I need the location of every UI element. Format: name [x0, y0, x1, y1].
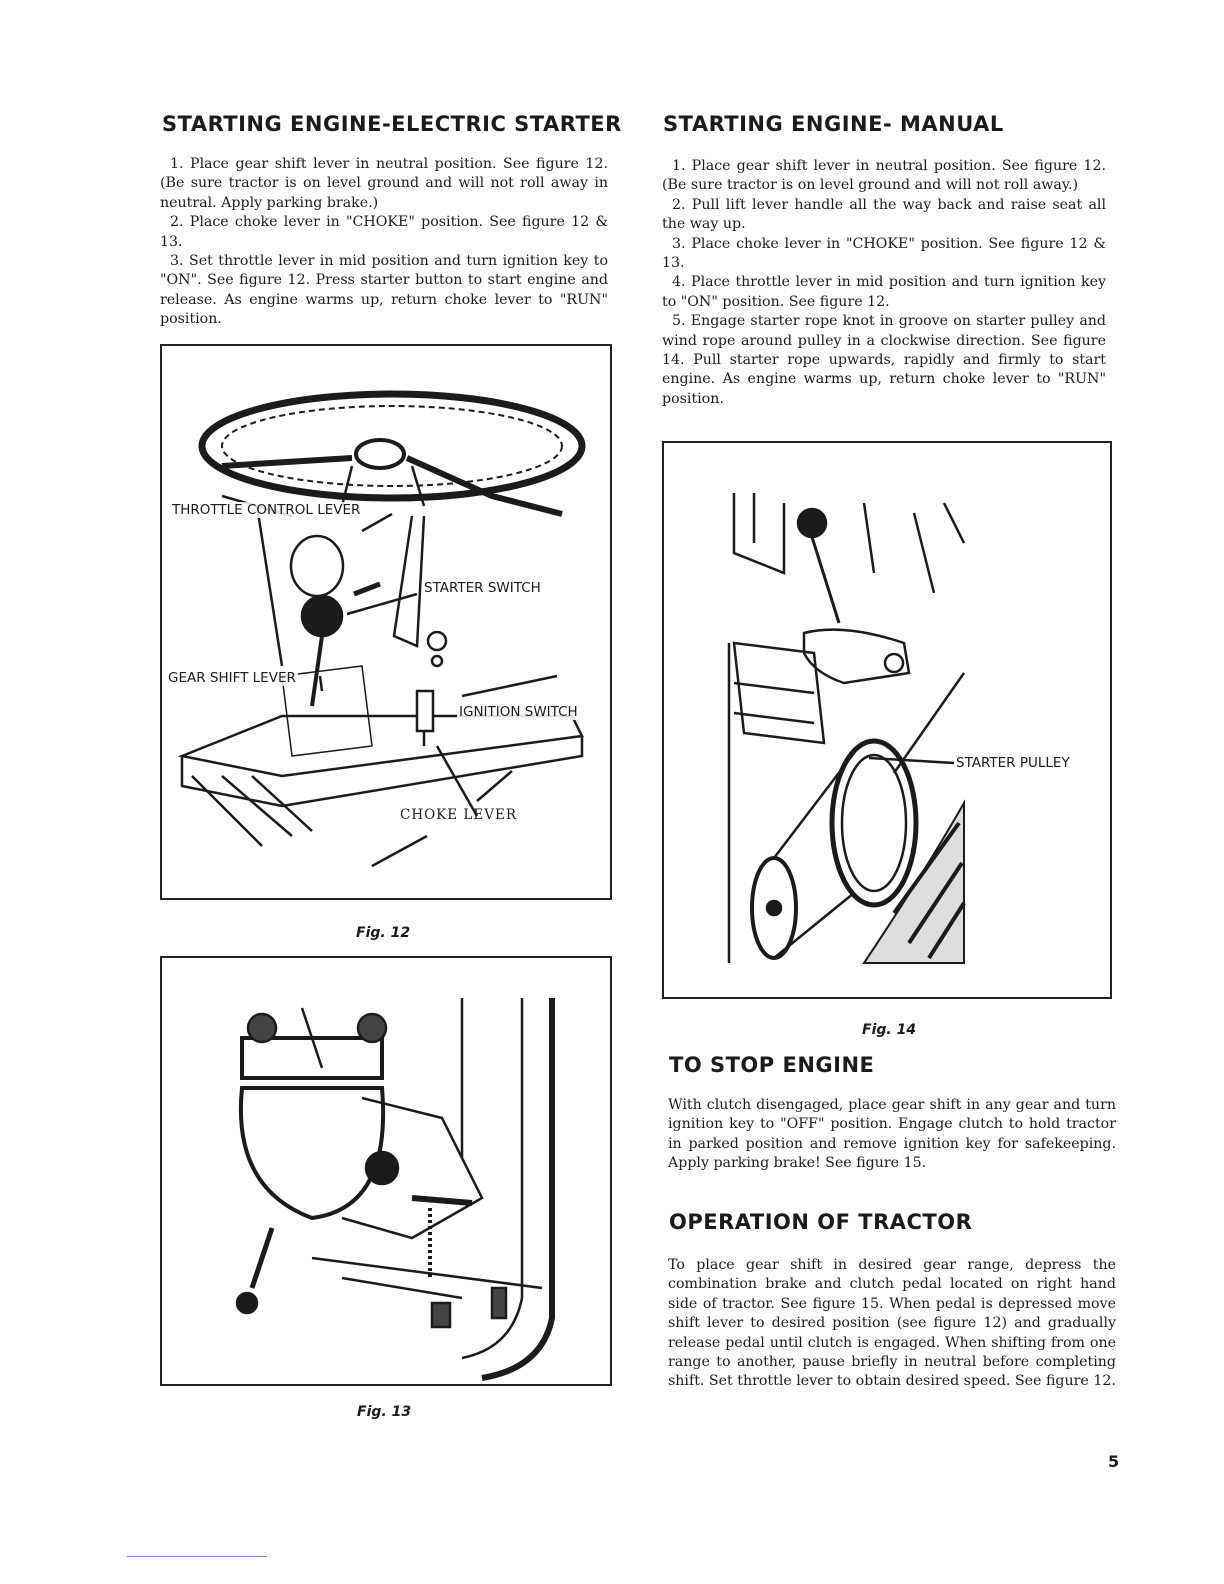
- label-gear-shift-lever: GEAR SHIFT LEVER: [168, 670, 296, 686]
- figure-14-caption: Fig. 14: [862, 1022, 917, 1038]
- figure-13-caption: Fig. 13: [357, 1404, 412, 1420]
- figure-13-illustration: [162, 958, 610, 1384]
- figure-12-illustration: [162, 346, 610, 898]
- page-number: 5: [1108, 1452, 1120, 1471]
- figure-12: [160, 344, 612, 900]
- label-ignition-switch: IGNITION SWITCH: [459, 704, 578, 720]
- step-2: 2. Pull lift lever handle all the way back and raise seat all the way up.: [662, 196, 1106, 233]
- section-heading-manual-starting: STARTING ENGINE- MANUAL: [663, 112, 1004, 136]
- step-3: 3. Set throttle lever in mid position and turn ignition key to "ON". See figure 12. Press starter button to start engine and release. As engine warms up, return choke lever to "RUN" position.: [160, 253, 608, 328]
- step-2: 2. Place choke lever in "CHOKE" position. See figure 12 & 13.: [160, 214, 608, 250]
- step-5: 5. Engage starter rope knot in groove on starter pulley and wind rope around pulley in a clockwise direction. See figure 14. Pull starter rope upwards, rapidly and firmly to start engine. As engine warms up, return choke lever to "RUN" position.: [662, 313, 1106, 407]
- label-starter-pulley: STARTER PULLEY: [956, 755, 1070, 771]
- manual-starting-steps: [662, 157, 1106, 409]
- label-throttle-control-lever: THROTTLE CONTROL LEVER: [172, 502, 361, 518]
- step-3: 3. Place choke lever in "CHOKE" position. See figure 12 & 13.: [662, 235, 1106, 272]
- carburetor-bowl: [241, 1088, 383, 1218]
- section-heading-electric-starter: STARTING ENGINE-ELECTRIC STARTER: [162, 112, 622, 136]
- step-4: 4. Place throttle lever in mid position and turn ignition key to "ON" position. See figure 12.: [662, 274, 1106, 310]
- operation-paragraph: To place gear shift in desired gear range, depress the combination brake and clutch pedal located on right hand side of tractor. See figure 15. When pedal is depressed move shift lever to desired position (see figure 12) and gradually release pedal until clutch is engaged. When shifting from one range to another, pause briefly in neutral before completing shift. Set throttle lever to obtain desired speed. See figure 12.: [668, 1257, 1116, 1390]
- figure-14: [662, 441, 1112, 999]
- figure-14-illustration: [664, 443, 1110, 997]
- figure-12-caption: Fig. 12: [356, 925, 411, 941]
- label-choke-lever: CHOKE LEVER: [400, 807, 517, 823]
- section-heading-operation: OPERATION OF TRACTOR: [669, 1210, 973, 1234]
- label-starter-switch: STARTER SWITCH: [424, 580, 541, 596]
- stop-engine-text: [668, 1096, 1116, 1174]
- step-1: 1. Place gear shift lever in neutral position. See figure 12. (Be sure tractor is on level ground and will not roll away in neutral. Apply parking brake.): [160, 156, 608, 211]
- footer-rule: [127, 1556, 267, 1557]
- section-heading-stop-engine: TO STOP ENGINE: [669, 1053, 875, 1077]
- step-1: 1. Place gear shift lever in neutral position. See figure 12. (Be sure tractor is on level ground and will not roll away.): [662, 158, 1106, 194]
- stop-engine-paragraph: With clutch disengaged, place gear shift in any gear and turn ignition key to "OFF" position. Engage clutch to hold tractor in parked position and remove ignition key for safekeeping. Apply parking brake! See figure 15.: [668, 1097, 1116, 1172]
- electric-starter-steps: [160, 155, 608, 330]
- figure-13: [160, 956, 612, 1386]
- operation-text: [668, 1256, 1116, 1392]
